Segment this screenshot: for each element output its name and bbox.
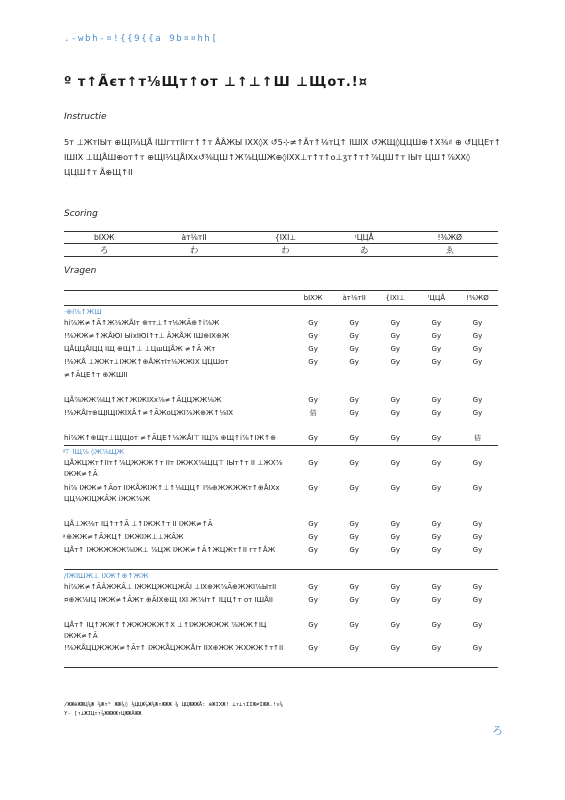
answer-cell: Gy [349,520,359,528]
answer-cell: Gy [308,596,318,604]
question-row [64,594,498,619]
answer-cell: Gy [390,319,401,327]
section-heading-scoring: Scoring [64,209,98,219]
question-row [64,407,498,432]
question-group-title: /ІЖІШЖ⊥ ІХЖ↑⊕↑ЖЖ [64,570,498,582]
question-row [64,642,498,668]
answer-cell: Gy [349,583,359,591]
answer-cell: Gy [308,332,318,340]
question-text: ЦÅт↑ ІЖЖЖЖЖ⅞ІЖ⊥ ⅞ЦЖ ІЖЖ≠↑Ã↑ЖЦЖт↑ІІ гт↑ÅЖ [64,546,276,554]
question-text: hі⅞Ж≠↑Ã↑Ж⅛ЖÅІт ⊕тт⊥↑т⅛ЖÃ⊕↑і⅞Ж [64,319,220,327]
answer-cell: Gy [308,484,318,492]
column-header: !⅜ЖØ [457,291,498,306]
document-title: º т↑Ãєт↑т⅛Щт↑от ⊥↑⊥↑Ш ⊥Щот.!¤ [64,75,368,90]
question-text: hі⅞ ІЖЖ≠↑Ãот ІІЖÅЖІЖ↑⊥↑⅛ЩЦ↑ І⅜⊕ЖЖЖЖт↑⊕ÅІХх ЦЦ⅛ЖІЦЖÂЖ іЖЖ⅞Ж [64,484,280,503]
answer-cell: Gy [390,621,401,629]
answer-cell [334,369,375,394]
answer-cell: Gy [349,332,359,340]
answer-cell: Gy [431,459,442,467]
scoring-table [64,231,498,257]
answer-cell: Gy [390,583,401,591]
answer-cell: Gy [349,319,359,327]
answer-cell: Gy [472,459,483,467]
question-group-title: ͣ⊤ ІЩ⅞ ◊Ж⅞ЩЖ [64,446,498,458]
answer-cell: Gy [431,396,442,404]
answer-cell: Gy [390,546,401,554]
question-row [64,482,498,518]
answer-cell: Gy [293,642,334,668]
column-header: {ІХІ⊥ [375,291,416,306]
page-number: ろ [492,724,503,737]
question-row [64,369,498,394]
question-row [64,317,498,330]
answer-cell: Gy [472,409,483,417]
answer-cell: Gy [308,396,318,404]
answer-cell: Gy [349,621,359,629]
answer-cell: Gy [349,533,359,541]
running-header: .-wbh-¤!{{9{{a 9b¤¤hh[ [64,34,219,44]
answer-cell: Gy [349,484,359,492]
question-text: ≠↑ÃЦЕ↑т ⊕ЖШІІ [64,371,128,379]
footnote: Y- [↑⊥ЖІЦт↑⅞ЖЖЖЖ↑ЦЖЖÂЖЖ [64,711,142,717]
answer-cell: Gy [349,358,359,366]
scoring-header: {ІХІ⊥ [244,232,327,244]
answer-cell: Gy [431,533,442,541]
answer-cell [457,369,498,394]
answer-cell: Gy [431,621,442,629]
question-row [64,581,498,594]
section-heading-instructie: Instructie [64,112,107,122]
question-text: hі⅞Ж↑⊕Щт⊥ЩЩот ≠↑ÃЦЕ↑⅛ЖÅІ⊤ ІЩ⅞ ⊕Щ↑і⅞↑ІЖ↑⊕ [64,434,276,442]
question-group-title: ·⊕і⅞↑ЖШ [64,306,498,318]
answer-cell: Gy [349,396,359,404]
question-row [64,518,498,531]
answer-cell: Gy [390,358,401,366]
scoring-header: ᶦЦЦÅ [327,232,402,244]
answer-cell: Gy [349,596,359,604]
question-text: ЦÅЖЦЖт↑ІІт↑⅞ЦЖЖЖ↑т ІІт ІЖЖХ⅞ЩЦ⊤ ІЫт↑т ІІ ⊥ЖХ⅞ ІЖЖ≠↑Ã [64,459,283,478]
answer-cell: Gy [390,345,401,353]
column-header: bІХЖ [293,291,334,306]
question-text: !⅜ЖÅ ⊥ЖЖт⊥ІЖЖ↑⊕ÅЖтІт⅛ЖЖІХ ЦЦШот [64,358,229,366]
answer-cell: Gy [431,546,442,554]
answer-cell: Gy [390,533,401,541]
question-row [64,544,498,570]
answer-cell: Gy [472,484,483,492]
answer-cell: Gy [431,319,442,327]
answer-cell [416,369,457,394]
question-row [64,619,498,642]
answer-cell: Gy [431,484,442,492]
answer-cell: Gy [431,520,442,528]
answer-cell: Gy [472,332,483,340]
answer-cell: 佶 [309,409,317,417]
questions-table [64,290,498,668]
answer-cell: Gy [308,621,318,629]
answer-cell: Gy [390,434,401,442]
answer-cell [293,369,334,394]
section-heading-vragen: Vragen [64,266,97,276]
question-row [64,330,498,343]
answer-cell: Gy [308,459,318,467]
answer-cell: Gy [416,642,457,668]
scoring-header: bІХЖ [64,232,144,244]
footnote: /ЖЖ⊕ЖЖЦ⅜Ж ⅜Жт° ЖЖ⅜◊ ⅜ЦЦЖ⅞Ж⅜Ж↑ЖЖЖ ⅜ ЦЦЖЖЖÅ: ⊕ЖІХЖ! ⊥↑⊥↑ІІЖ≠ІЖЖ.!¤⅜ [64,702,283,708]
question-row [64,432,498,446]
scoring-value: ゑ [401,244,498,257]
answer-cell: Gy [390,409,401,417]
question-text: !⅜ЖЖ≠↑ЖÅЮІ ЫіхІЮІ↑т⊥ ÂЖÅЖ ІШ⊕ІХ⊕Ж [64,332,230,340]
scoring-value: ろ [64,244,144,257]
question-text: ЦÅ⊥Ж⅛т ІЦ↑т↑Ã ⊥↑ІЖЖ↑т ІІ ІЖЖ≠↑Ã [64,520,213,528]
question-text: ͣ ⊕ЖЖ≠↑ÃЖЦ↑ ІЖЖІЖ⊥⊥ЖÂЖ [64,533,184,541]
answer-cell: Gy [334,642,375,668]
answer-cell: Gy [308,319,318,327]
scoring-header: àт⅛тІІ [144,232,244,244]
column-header: àт⅛тІІ [334,291,375,306]
question-row [64,394,498,407]
answer-cell: Gy [390,520,401,528]
question-text: !⅜ЖÅІт⊕ЩІЩІЖІХÂ↑≠↑ÃЖоЦЖІ⅞Ж⊕Ж↑⅛ІХ [64,409,234,417]
answer-cell: Gy [431,596,442,604]
answer-cell: Gy [472,546,483,554]
answer-cell: Gy [431,345,442,353]
answer-cell: Gy [308,434,318,442]
answer-cell: Gy [431,434,442,442]
answer-cell: Gy [431,332,442,340]
answer-cell: Gy [390,459,401,467]
answer-cell: Gy [472,533,483,541]
question-text: hі⅞Ж≠↑ÃÂЖЖÂ⊥ ІЖЖЦЖЖЦЖÂІ ⊥ІХ⊕Ж⅞Ã⊕ЖЖІ⅞ЫтІІ [64,583,277,591]
answer-cell: Gy [308,533,318,541]
answer-cell: Gy [390,596,401,604]
answer-cell: Gy [472,345,483,353]
answer-cell: Gy [308,345,318,353]
answer-cell: Gy [472,319,483,327]
answer-cell: Gy [472,520,483,528]
answer-cell: Gy [349,459,359,467]
answer-cell: Gy [390,484,401,492]
answer-cell: Gy [375,642,416,668]
answer-cell: Gy [390,332,401,340]
question-text: ЦÅЦЦÅІЦЦ ІЩ ⊕Щ↑⊥ ⊥ЦшЩÅЖ ≠↑Ã Жт [64,345,216,353]
answer-cell: Gy [308,358,318,366]
question-text: !⅜ЖÅЦЦЖЖЖ≠↑Ãт↑ ІЖЖÅЦЖЖÅІт ІІХ⊕ЖЖ ЖХЖЖ↑т↑ІІ [64,642,293,668]
question-text: ¤⊕Ж⅞ІЦ ІЖЖ≠↑ÃЖт ⊕ÃІХ⊕Щ ІХІ Ж⅞Іт↑ ІЦЦ↑т от ІШÅІІ [64,596,273,604]
question-row [64,343,498,356]
answer-cell: Gy [431,358,442,366]
answer-cell [375,369,416,394]
answer-cell: Gy [308,520,318,528]
intro-paragraph: 5т ⊥ЖтІЫт ⊕ЩІ⅓ЦÅ ІШгттІІгт↑↑т ÅÂЖЫ ІХХ◊Х ↺5⊹≠↑Ãт↑⅛тЦ↑ ІШІХ ↺ЖЩ◊ЦЦШ⊕↑Х⅜♯ ⊕ ↺ЦЦЕт↑ ІШІХ ⊥ЩÅШ⊕от↑т ⊕ЩІ⅓ЦÅІХх↺⅜ЦШ↑Ж⅞ЦШЖ⊕◊ІХХ⊥т↑т↑о⊥ӡт↑т↑⅞ЦШ↑т ІЫт ЦШ↑⅞ХХ◊ ЦЦШ↑т Ã⊕Щ↑ІІ [64,137,501,177]
scoring-value: わ [244,244,327,257]
answer-cell: 佶 [473,434,481,442]
question-row [64,531,498,544]
answer-cell: Gy [472,621,483,629]
answer-cell: Gy [349,434,359,442]
question-text: ЦÅ⅞ЖЖ⅞Щ↑Ж↑ЖІЖІХх⅞≠↑ÃЦЦЖЖ⅛Ж [64,396,222,404]
answer-cell: Gy [349,409,359,417]
question-text: ЦÅт↑ ІЦ↑ЖЖ↑↑ЖЖЖЖЖ↑Х ⊥↑ІЖЖЖЖЖ ⅞ЖЖ↑ІЦ ІЖЖ≠↑Ã [64,621,267,640]
answer-cell: Gy [308,546,318,554]
answer-cell: Gy [308,583,318,591]
question-row [64,457,498,482]
answer-cell: Gy [431,583,442,591]
question-row [64,356,498,369]
answer-cell: Gy [349,546,359,554]
answer-cell: Gy [472,396,483,404]
scoring-value: わ [144,244,244,257]
answer-cell: Gy [390,396,401,404]
scoring-header: !⅜ЖØ [401,232,498,244]
answer-cell: Gy [472,583,483,591]
answer-cell: Gy [457,642,498,668]
answer-cell: Gy [472,596,483,604]
column-header: ᶦЦЦÅ [416,291,457,306]
answer-cell: Gy [349,345,359,353]
answer-cell: Gy [431,409,442,417]
answer-cell: Gy [472,358,483,366]
scoring-value: ゐ [327,244,402,257]
